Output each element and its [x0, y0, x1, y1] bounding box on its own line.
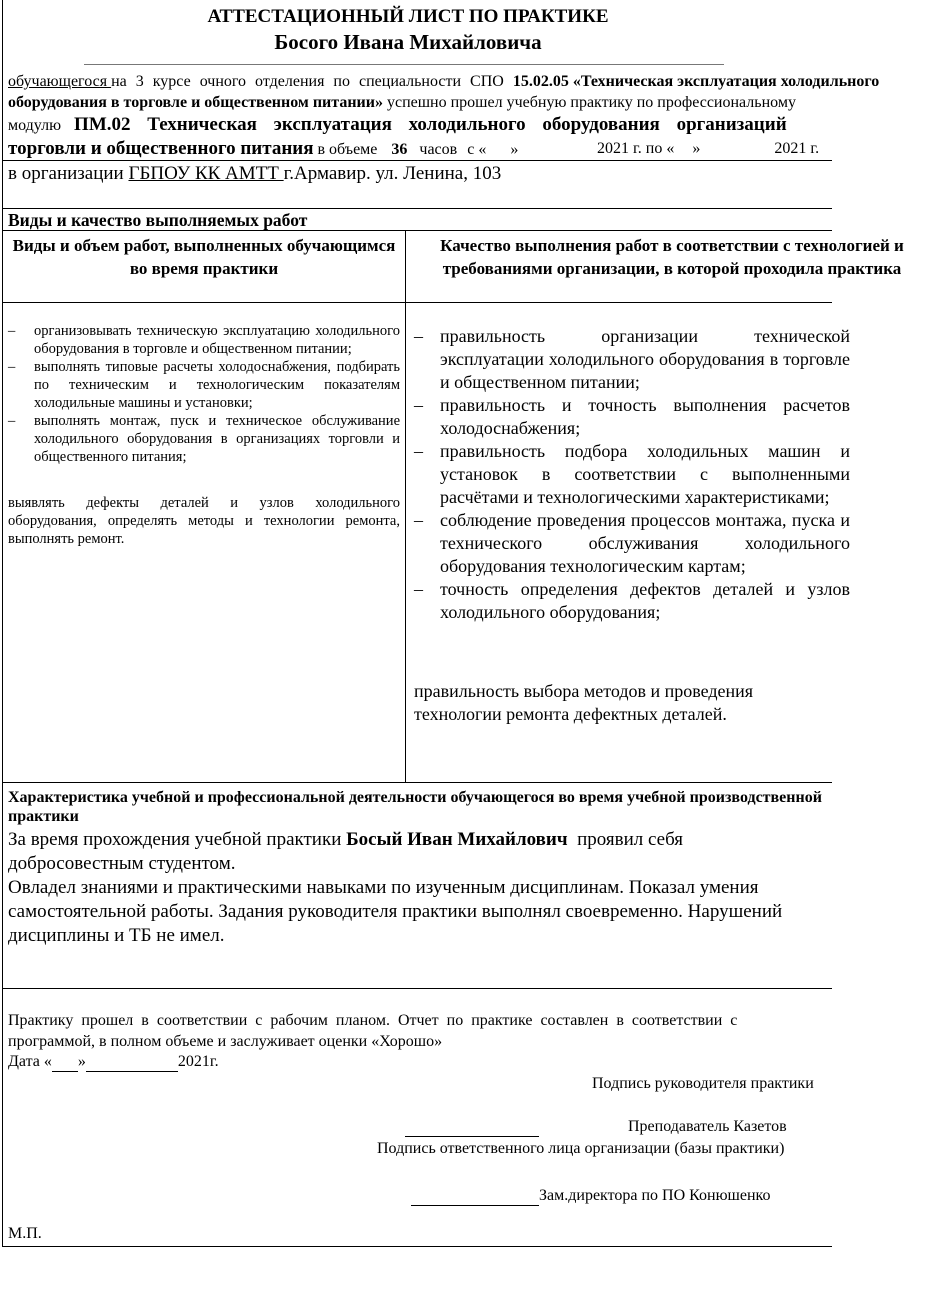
- intro-line-2: [8, 94, 796, 112]
- module-name: ПМ.02 Техническая эксплуатация холодильного оборудования организаций: [74, 114, 787, 135]
- date-line: [8, 1053, 219, 1072]
- list-item: – организовывать техническую эксплуатацию холодильного оборудования в торговле и общественном питании;: [8, 322, 400, 358]
- col1-header: Виды и объем работ, выполненных обучающимся во время практики: [12, 236, 396, 278]
- org-address: г.Армавир. ул. Ленина, 103: [283, 163, 502, 184]
- char-line-4: самостоятельной работы. Задания руководителя практики выполнял своевременно. Нарушений: [8, 901, 783, 922]
- char-line-3: Овладел знаниями и практическими навыками по изученным дисциплинам. Показал умения: [8, 877, 759, 898]
- list-item: – выполнять типовые расчеты холодоснабжения, подбирать по техническим и технологическим показателям холодильные машины и установки;: [8, 358, 400, 412]
- date-mid: »: [77, 1053, 86, 1070]
- date-range-end: [597, 140, 819, 158]
- year-from: 2021 г. по «: [597, 140, 675, 157]
- organization-line: [8, 163, 501, 185]
- specialty-name: оборудования в торговле и общественном питании»: [8, 94, 383, 111]
- date-prefix: Дата «: [8, 1053, 52, 1070]
- char-line-2: добросовестным студентом.: [8, 853, 236, 874]
- date-to-close: »: [692, 140, 701, 157]
- table-header-line: [2, 302, 832, 303]
- sheet-bottom-line: [2, 1246, 832, 1247]
- col2-header: Качество выполнения работ в соответствии с технологией и требованиями организации, в которой проходила практика: [440, 236, 904, 278]
- deputy-name: Зам.директора по ПО Конюшенко: [539, 1187, 771, 1204]
- table-column-divider: [405, 230, 406, 782]
- date-suffix: 2021г.: [177, 1053, 219, 1070]
- title-divider: [84, 64, 724, 65]
- char-line-5: дисциплины и ТБ не имел.: [8, 925, 225, 946]
- org-name: ГБПОУ КК АМТТ: [128, 163, 284, 184]
- conclusion-line-1: Практику прошел в соответствии с рабочим планом. Отчет по практике составлен в соответствии с: [8, 1012, 738, 1029]
- supervisor-signature-label: Подпись руководителя практики: [592, 1075, 814, 1092]
- intro-line-4: [8, 138, 518, 160]
- list-item: – правильность подбора холодильных машин и установок в соответствии с выполненными расчётами и технологическими характеристиками;: [410, 440, 850, 509]
- deputy-line: [411, 1187, 771, 1206]
- divider-characteristic: [2, 988, 832, 989]
- date-day-blank: [52, 1053, 78, 1072]
- hours-value: 36: [391, 141, 408, 158]
- table-top-line: [2, 230, 832, 231]
- work-types-last: выявлять дефекты деталей и узлов холодильного оборудования, определять методы и технологии ремонта, выполнять ремонт.: [8, 495, 400, 547]
- list-item: – выполнять монтаж, пуск и техническое обслуживание холодильного оборудования в организациях торговли и общественного питания;: [8, 412, 400, 466]
- char-student-name: Босый Иван Михайлович: [346, 829, 568, 850]
- year-to: 2021 г.: [774, 140, 820, 157]
- responsible-signature-label: Подпись ответственного лица организации (базы практики): [377, 1140, 785, 1157]
- module-label: модулю: [8, 117, 62, 134]
- date-month-blank: [86, 1053, 178, 1072]
- date-from-close: »: [510, 141, 519, 158]
- divider-org: [2, 208, 832, 209]
- table-bottom-line: [2, 782, 832, 783]
- char-line-1: [8, 828, 838, 852]
- intro-underlined: обучающегося: [8, 73, 112, 90]
- list-item: – правильность организации технической эксплуатации холодильного оборудования в торговле и общественном питании;: [410, 325, 850, 394]
- characteristic-body: [8, 828, 838, 948]
- quality-list: [410, 325, 850, 624]
- module-name-end: торговли и общественного питания: [8, 138, 314, 159]
- intro-line-1: [8, 73, 879, 91]
- hours-label: часов: [419, 141, 458, 158]
- document-title: АТТЕСТАЦИОННЫЙ ЛИСТ ПО ПРАКТИКЕ: [207, 6, 609, 27]
- stamp-label: М.П.: [8, 1225, 42, 1242]
- list-item: – соблюдение проведения процессов монтажа, пуска и технического обслуживания холодильного оборудования технологическим картам;: [410, 509, 850, 578]
- works-section-title: Виды и качество выполняемых работ: [8, 210, 308, 230]
- char-line-1-b: проявил себя: [567, 829, 684, 850]
- teacher-signature-line: [405, 1136, 539, 1137]
- divider-intro: [2, 160, 832, 161]
- student-name-title: Босого Ивана Михайловича: [274, 30, 542, 54]
- quality-last: правильность выбора методов и проведения технологии ремонта дефектных деталей.: [414, 681, 754, 724]
- intro-line-2-rest: успешно прошел учебную практику по профессиональному: [382, 94, 796, 111]
- intro-line-3: [8, 114, 787, 136]
- char-line-1-a: За время прохождения учебной практики: [8, 829, 347, 850]
- specialty-code: 15.02.05 «Техническая эксплуатация холодильного: [512, 73, 880, 90]
- characteristic-heading: Характеристика учебной и профессиональной деятельности обучающегося во время учебной производственной практики: [8, 789, 822, 825]
- work-types-list: [8, 322, 400, 466]
- conclusion-line-2: программой, в полном объеме и заслуживает оценки «Хорошо»: [8, 1033, 443, 1050]
- list-item: – правильность и точность выполнения расчетов холодоснабжения;: [410, 394, 850, 440]
- deputy-signature-line: [411, 1187, 539, 1206]
- teacher-name: Преподаватель Казетов: [628, 1118, 787, 1135]
- list-item: – точность определения дефектов деталей и узлов холодильного оборудования;: [410, 578, 850, 624]
- volume-label: в объеме: [317, 141, 378, 158]
- org-prefix: в организации: [8, 163, 129, 184]
- date-from-open: с «: [467, 141, 487, 158]
- intro-rest: на 3 курсе очного отделения по специальности СПО: [111, 73, 513, 90]
